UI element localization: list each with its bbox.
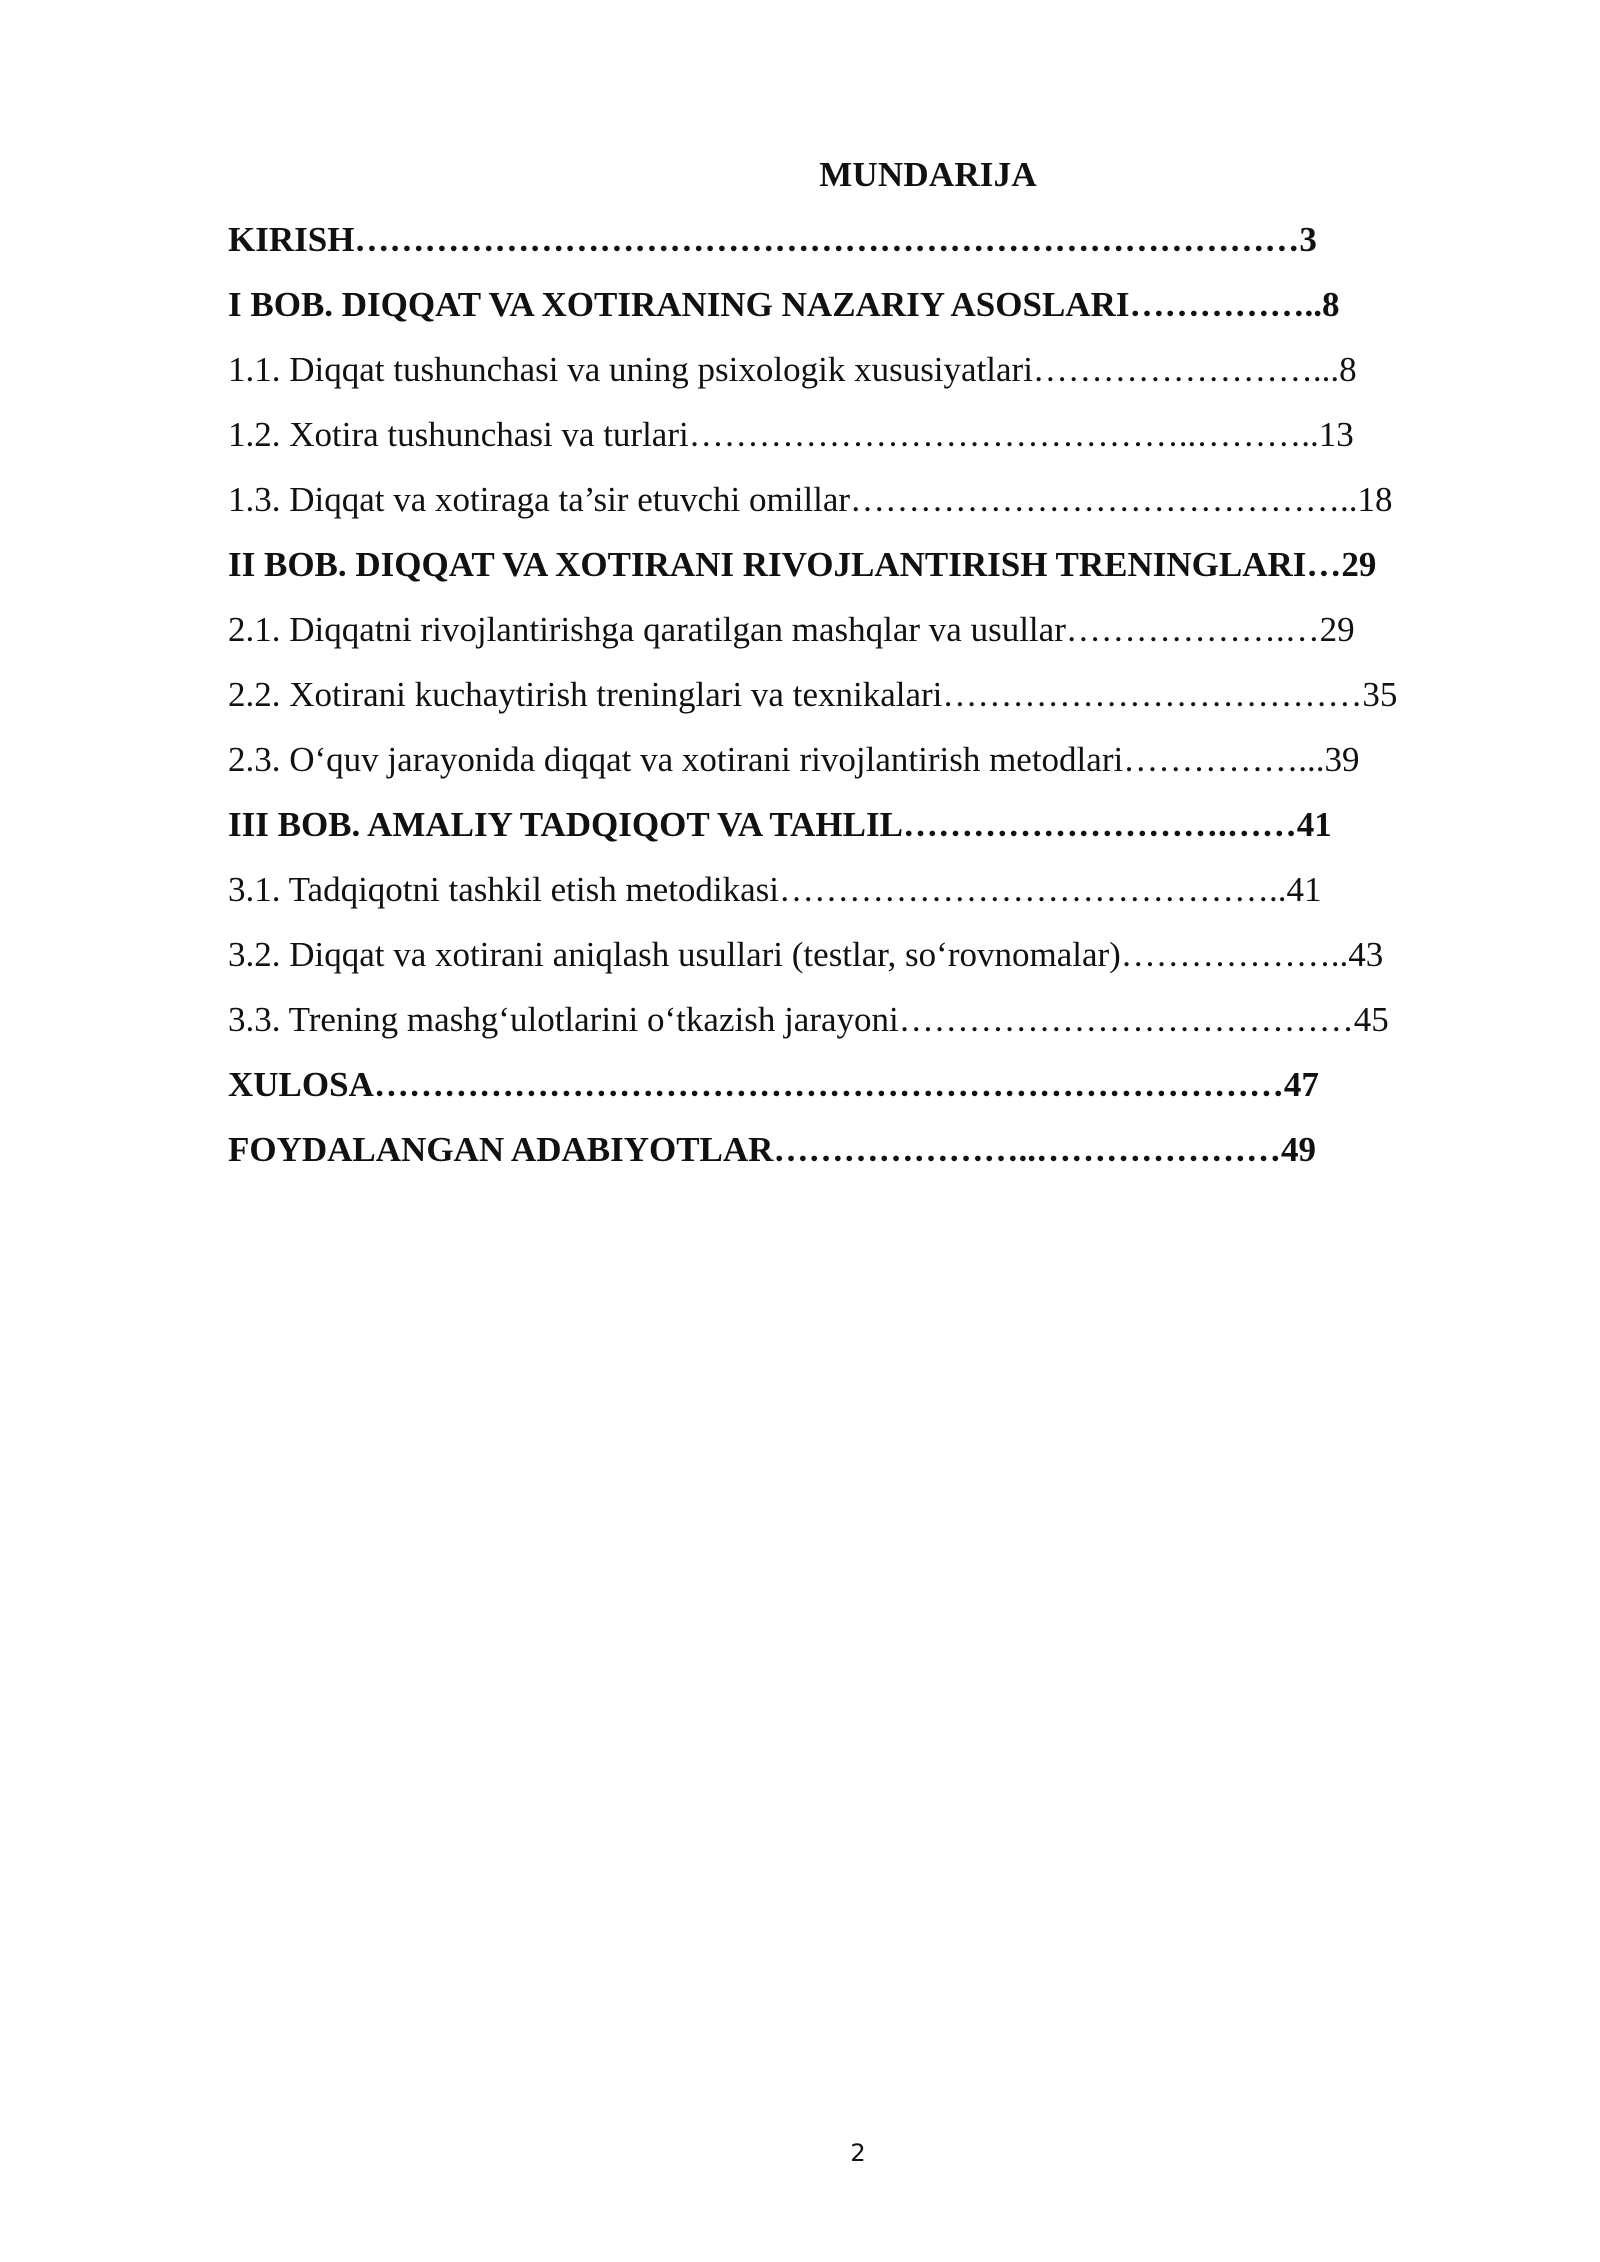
- toc-entry-kirish: [228, 214, 1488, 279]
- toc-entry-bibliography: [228, 1124, 1488, 1189]
- table-of-contents: [228, 214, 1488, 1189]
- toc-entry-chapter-1: [228, 279, 1488, 344]
- toc-entry-section-2-1: [228, 604, 1488, 669]
- toc-entry-text: KIRISH………………………………………………………………………3: [228, 220, 1317, 259]
- toc-entry-text: 3.2. Diqqat va xotirani aniqlash usullari (testlar, so‘rovnomalar)………………..43: [228, 935, 1384, 974]
- toc-entry-text: III BOB. AMALIY TADQIQOT VA TAHLIL……………………….……41: [228, 805, 1332, 844]
- toc-entry-xulosa: [228, 1059, 1488, 1124]
- toc-entry-section-2-3: [228, 734, 1488, 799]
- toc-entry-text: 1.2. Xotira tushunchasi va turlari……………………………………..………..13: [228, 415, 1354, 454]
- toc-entry-section-1-2: [228, 409, 1488, 474]
- toc-entry-text: 1.1. Diqqat tushunchasi va uning psixologik xususiyatlari……………………...8: [228, 350, 1357, 389]
- toc-entry-section-3-3: [228, 994, 1488, 1059]
- toc-entry-section-2-2: [228, 669, 1488, 734]
- toc-entry-chapter-2: [228, 539, 1488, 604]
- toc-entry-text: I BOB. DIQQAT VA XOTIRANING NAZARIY ASOSLARI……………..8: [228, 285, 1340, 324]
- toc-title: MUNDARIJA: [819, 155, 1037, 194]
- toc-entry-text: 2.2. Xotirani kuchaytirish treninglari va texnikalari………………………………35: [228, 675, 1398, 714]
- toc-entry-text: FOYDALANGAN ADABIYOTLAR…………………..…………………49: [228, 1130, 1316, 1169]
- toc-entry-section-1-1: [228, 344, 1488, 409]
- toc-entry-section-1-3: [228, 474, 1488, 539]
- toc-entry-text: 2.1. Diqqatni rivojlantirishga qaratilgan mashqlar va usullar……………….…29: [228, 610, 1355, 649]
- toc-entry-text: XULOSA……………………………………………………………………47: [228, 1065, 1319, 1104]
- toc-entry-chapter-3: [228, 799, 1488, 864]
- toc-entry-text: II BOB. DIQQAT VA XOTIRANI RIVOJLANTIRISH TRENINGLARI…29: [228, 545, 1377, 584]
- toc-entry-text: 2.3. O‘quv jarayonida diqqat va xotirani rivojlantirish metodlari……………...39: [228, 740, 1360, 779]
- toc-entry-section-3-2: [228, 929, 1488, 994]
- toc-entry-section-3-1: [228, 864, 1488, 929]
- page-number: 2: [850, 2139, 866, 2167]
- toc-entry-text: 3.3. Trening mashg‘ulotlarini o‘tkazish jarayoni…………………………………45: [228, 1000, 1389, 1039]
- toc-entry-text: 3.1. Tadqiqotni tashkil etish metodikasi……………………………………..41: [228, 870, 1322, 909]
- toc-entry-text: 1.3. Diqqat va xotiraga ta’sir etuvchi omillar……………………………………..18: [228, 480, 1393, 519]
